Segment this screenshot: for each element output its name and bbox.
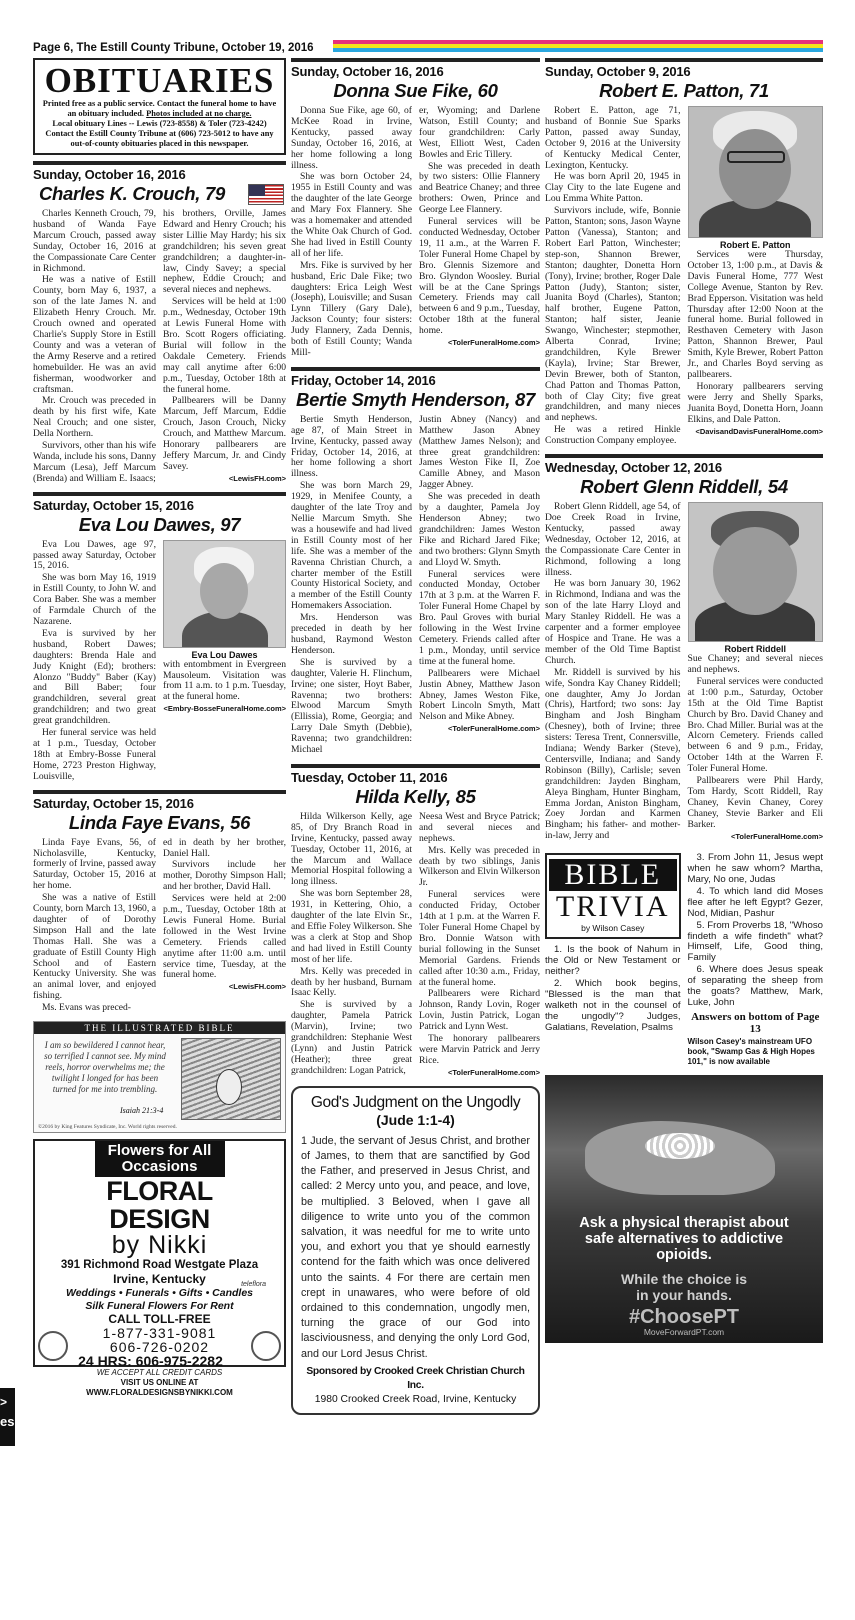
paragraph: He was a native of Estill County, born May 6, 1937, a son of the late James N. and Elizabeth Henry Crouch. Mr. Crouch owned and operated Charlie's Supply Store in Estill County and was a veteran of the Army Reserve and a retired homebuilder. He was an avid fisherman, woodworker and craftsman.: [33, 274, 156, 395]
florist-name1: FLORAL DESIGN: [106, 1176, 213, 1235]
florist-ad: [33, 1139, 286, 1398]
paragraph: with entombment in Evergreen Mausoleum. Visitation was from 11 a.m. to 1 p.m. Tuesday, at the funeral home.: [163, 658, 286, 703]
header-text: Page 6, The Estill County Tribune, October 19, 2016: [33, 42, 314, 54]
obit-date: Saturday, October 15, 2016: [33, 492, 286, 513]
obit-body-a: [33, 540, 156, 784]
trivia-title-bible: BIBLE: [549, 859, 677, 891]
paragraph: Pallbearers were Richard Johnson, Randy Lovin, Roger Lovin, Justin Patrick, Logan Patrick and Lynn West.: [419, 988, 540, 1033]
paragraph: She was born May 16, 1919 in Estill County, to John W. and Cora Baber. She was a member of Farmdale Church of the Nazarene.: [33, 572, 156, 627]
edge-arrow-icon: >: [0, 1395, 8, 1409]
paragraph: He was born January 30, 1962 in Richmond, Indiana and was the son of the late Harry Lloyd and Mary Stanley Riddell. He was a carpenter and a former employee of Hospice and Trane. He was a member of the Old Time Baptist Church.: [545, 578, 681, 666]
trivia-answers: Answers on bottom of Page 13: [691, 1010, 820, 1035]
pt-ad-url[interactable]: MoveForwardPT.com: [643, 1326, 725, 1337]
paragraph: Linda Faye Evans, 56, of Nicholasville, Kentucky, formerly of Irvine, passed away Saturday, October 15, 2016 at her home.: [33, 836, 156, 892]
paragraph: Bertie Smyth Henderson, age 87, of Main Street in Irvine, Kentucky, passed away Friday, October 14, 2016, at her home following a short illness.: [291, 413, 412, 480]
photo-caption: Eva Lou Dawes: [191, 649, 258, 660]
paragraph: She is survived by a daughter, Valerie H. Flinchum, Irvine; one sister, Hoyt Baber, Ravenna; two brothers: Elwood Marcum Smyth (Ellissia), Rome, Georgia; and Larry Dale Smyth (Debbie), Ravenna; two grandchildren: Michael: [291, 656, 412, 756]
illustrated-bible-ad: [33, 1021, 286, 1133]
obit-fike: [291, 58, 540, 360]
photo-caption: Robert E. Patton: [719, 240, 791, 250]
paragraph: Services were held at 2:00 p.m., Tuesday, October 18th at Lewis Funeral Home. Burial followed in the West Irvine Cemetery. Friends called anytime after 11:00 a.m. until service time, Tuesday, at the funeral home.: [163, 893, 286, 981]
obit-body-b: [419, 812, 540, 1078]
obit-body-b: [163, 209, 286, 486]
obit-patton: [545, 58, 823, 448]
paragraph: The honorary pallbearers were Marvin Patrick and Jerry Rice.: [419, 1033, 540, 1066]
obit-source: <TolerFuneralHome.com>: [731, 831, 823, 841]
pt-ad-message: Ask a physical therapist about safe alternatives to addictive opioids.: [579, 1214, 789, 1263]
paragraph: Mrs. Henderson was preceded in death by her husband, Raymond Weston Henderson.: [291, 612, 412, 656]
illustrated-bible-title: THE ILLUSTRATED BIBLE: [34, 1022, 285, 1034]
pt-ad-subtext: While the choice is in your hands.: [620, 1270, 748, 1303]
paragraph: Pallbearers will be Danny Marcum, Jeff Marcum, Eddie Crouch, Jason Crouch, Nicky Crouch, and Matthew Marcum. Honorary pallbearers are Jeffery Marcum, Jr. and Cindy Savey.: [163, 395, 286, 472]
paragraph: Funeral services were conducted Friday, October 14th at 1 p.m. at the Warren F. Toler Funeral Home Chapel by Bro. Donnie Watson with burial following in the Sunset Memorial Gardens. Friends called after 10:30 a.m., Friday, at the funeral home.: [419, 889, 540, 988]
florist-phone2: 606-726-0202: [109, 1339, 210, 1356]
obit-body-a: [545, 106, 681, 448]
obit-source: <Embry-BosseFuneralHome.com>: [163, 704, 286, 714]
pt-ad: [545, 1075, 823, 1343]
obit-body-a: [291, 106, 412, 360]
paragraph: Funeral services were conducted at 1:00 p.m., Saturday, October 15th at the Old Time Baptist Church by Bro. David Chaney and Bro. Chad Miller. Burial was at the Alcorn Cemetery. Friends called between 6 and 9 p.m., Friday, October 14th at the Warren F. Toler Funeral Home.: [687, 675, 823, 775]
paragraph: Mrs. Fike is survived by her husband, Eric Dale Fike; two daughters: Erica Leigh West (Joseph), Louisville; and Susan Lynn Tillery (Gary Dale), Jackson County; four sisters: Judy Flannery, Zada Dennis, both of Estill County; Wanda Mill-: [291, 259, 412, 358]
paragraph: She was born September 28, 1931, in Kettering, Ohio, a daughter of the late Elvin Sr., and Effie Foley Wilkerson. She was a clerk at Stop and Shop and had lived in Estill County most of her life.: [291, 888, 412, 965]
obituaries-info: Printed free as a public service. Contact the funeral home to have an obituary included. Photos included at no charge. Local obituary Lines -- Lewis (723-8558) & Toler (723-4242) Contact the Estill County Tribune at (606) 723-5012 to have any out-of-county obituaries placed in this newspaper.: [42, 99, 277, 148]
trivia-promo: Wilson Casey's mainstream UFO book, "Swamp Gas & High Hopes 101," is now available: [687, 1036, 815, 1066]
obit-date: Wednesday, October 12, 2016: [545, 454, 823, 475]
paragraph: Charles Kenneth Crouch, 79, husband of Wanda Faye Marcum Crouch, passed away Sunday, October 16, 2016 at the Compassionate Care Center in Richmond.: [33, 208, 156, 274]
obit-date: Tuesday, October 11, 2016: [291, 764, 540, 785]
portrait-photo: [688, 502, 824, 642]
obit-date: Sunday, October 9, 2016: [545, 58, 823, 79]
trivia-title-trivia: TRIVIA: [555, 890, 670, 924]
obit-name: Donna Sue Fike, 60: [333, 80, 498, 101]
obit-date: Sunday, October 16, 2016: [33, 161, 286, 182]
column-right: [545, 58, 823, 1573]
obit-date: Friday, October 14, 2016: [291, 367, 540, 388]
trivia-q4: 4. To which land did Moses flee after he left Egypt? Gezer, Nod, Midian, Pashur: [687, 885, 823, 919]
paragraph: Funeral services were conducted Monday, October 17th at 3 p.m. at the Warren F. Toler Funeral Home Chapel by Bro. Paul Groves with burial following in the West Irvine Cemetery. Friends called after 1 p.m., Monday, until service time at the funeral home.: [419, 568, 540, 667]
trivia-q3: 3. From John 11, Jesus wept when he saw whom? Martha, Mary, No one, Judas: [687, 852, 823, 885]
trivia-q2: 2. Which book begins, "Blessed is the man that walketh not in the counsel of the ungodly"? Judges, Galatians, Revelation, Psalms: [545, 977, 681, 1033]
scripture-ref: (Jude 1:1-4): [376, 1111, 455, 1128]
paragraph: Pallbearers were Phil Hardy, Tom Hardy, Scott Riddell, Ray Chaney, Kevin Chaney, Corey Chaney, Stevie Barker and Eli Barker.: [687, 775, 823, 830]
florist-addr1: 391 Richmond Road Westgate Plaza: [60, 1259, 259, 1272]
obit-source: <TolerFuneralHome.com>: [448, 338, 540, 348]
obituaries-box: [33, 58, 286, 155]
portrait-photo: [163, 540, 286, 648]
paragraph: She is survived by a daughter, Pamela Patrick (Marvin), Irvine; two grandchildren: Stephanie West (Lynn) and Justin Patrick (Heather); three great grandchildren: Logan Patrick,: [291, 999, 412, 1076]
paragraph: Survivors, other than his wife Wanda, include his sons, Danny Marcum (Lesa), Jeff Marcum (Brenda) and William E. Isaacs;: [33, 440, 156, 484]
paragraph: er, Wyoming; and Darlene Watson, Estill County; and four grandchildren: Carly West, Elliott West, Caden Bowles and Eric Tillery.: [419, 105, 540, 160]
paragraph: Robert E. Patton, age 71, husband of Bonnie Sue Sparks Patton, passed away Sunday, October 9, 2016 at the University of Kentucky Medical Center, Lexington, Kentucky.: [545, 105, 681, 171]
florist-rent: Silk Funeral Flowers For Rent: [85, 1300, 234, 1313]
us-flag-icon: [248, 184, 284, 205]
paragraph: He was a retired Hinkle Construction Company employee.: [545, 424, 681, 447]
column-left: [33, 58, 286, 1573]
obit-body-b: [419, 415, 540, 757]
obit-body-a: [33, 209, 156, 486]
column-middle: [291, 58, 540, 1573]
edge-tab: [0, 1388, 15, 1446]
florist-visit: VISIT US ONLINE AT: [120, 1378, 199, 1388]
obit-dawes: [33, 492, 286, 784]
bible-trivia: [545, 853, 823, 1067]
obit-source: <LewisFH.com>: [228, 473, 286, 483]
obit-name: Robert E. Patton, 71: [599, 80, 769, 101]
paragraph: Justin Abney (Nancy) and Matthew Jason Abney (Matthew James Nelson); and three great grandchildren: James Weston Fike II, Zoe Camille Abney, and Mason Jagger Abney.: [419, 413, 540, 491]
page-header: [33, 38, 823, 54]
florist-url[interactable]: WWW.FLORALDESIGNSBYNIKKI.COM: [86, 1388, 233, 1398]
paragraph: Honorary pallbearers serving were Jerry and Shelly Sparks, Juanita Boyd, Donetta Horn, Joann Elkins, and Dale Patton.: [687, 380, 823, 425]
obit-body-b: [419, 106, 540, 360]
paragraph: Her funeral service was held at 1 p.m., Tuesday, October 18th at Embry-Bosse Funeral Home, 2723 Preston Highway, Louisville,: [33, 727, 156, 782]
obit-body-a: [291, 415, 412, 757]
obit-date: Saturday, October 15, 2016: [33, 790, 286, 811]
obit-name: Hilda Kelly, 85: [355, 785, 476, 807]
obit-body-a: [33, 838, 156, 1016]
florist-phone1: 1-877-331-9081: [102, 1325, 217, 1342]
obit-kelly: [291, 764, 540, 1078]
paragraph: She was born October 24, 1955 in Estill County and was the daughter of the late George and Mary Fox Flannery. She was a homemaker and attended the White Oak Church of God. She had lived in Estill County all of her life.: [291, 171, 412, 259]
paragraph: Mrs. Kelly was preceded in death by two siblings, Janis Wilkerson and Elvin Wilkerson Jr.: [419, 844, 540, 889]
paragraph: ed in death by her brother, Daniel Hall.: [163, 836, 286, 859]
paragraph: Ms. Evans was preced-: [42, 1002, 131, 1014]
paragraph: his brothers, Orville, James Edward and Henry Crouch; his sister Lillie May Hardy; his six grandchildren; his seven great grandchildren; a daughter-in-law, Cindy Savey; a special nephew, Eddie Crouch; and several nieces and nephews.: [163, 208, 286, 296]
obit-evans: [33, 790, 286, 1016]
obit-body-b: [688, 106, 824, 448]
paragraph: Survivors include, wife, Bonnie Patton, Stanton; sons, Jason Wayne Patton (Vanessa), Stanton; and Robert Earl Patton, Winchester; step-son, Shannon Brewer, Stanton; daughter, Donetta Horn (Tony), Irvine; brother, Roger Dale Patton (Judy), Stanton; sister, Juanita Boyd (Charles), Stanton; half brother, Eugene Patton, Stanton; half sister, Jeanie Swango, Winchester; stepmother, Alberta Conrad, Irvine; grandchildren, Kyle Brewer (Kayla), Irvine; Star Brewer, Devin Brewer, both of Stanton, Chad Patton and Thomas Patton, both of Clay City; five great grandchildren, and many nieces and nephews.: [545, 205, 681, 424]
florist-addr2: Irvine, Kentucky: [113, 1272, 206, 1287]
florist-name2: by Nikki: [111, 1231, 208, 1260]
obituaries-title: OBITUARIES: [44, 61, 275, 100]
obit-crouch: [33, 161, 286, 486]
obit-source: <LewisFH.com>: [228, 982, 286, 992]
scripture-body: 1 Jude, the servant of Jesus Christ, and brother of James, to them that are sanctified by God the Father, and preserved in Jesus Christ, and called: 2 Mercy unto you, and peace, and love, be multiplied. 3 Beloved, when I gave all diligence to write unto you of the common salvation, it was needful for me to write unto you, and exhort you that ye should earnestly contend for the faith which was once delivered unto the saints. 4 For there are certain men crept in unawares, who were before of old ordained to this condemnation, ungodly men, turning the grace of our God into lasciviousness, and denying the only Lord God, and our Lord Jesus Christ.: [301, 1134, 530, 1360]
bible-quote: I am so bewildered I cannot hear, so terrified I cannot see. My mind reels, horror overwhelms me; the twilight I longed for has been turned for me into trembling.: [44, 1040, 166, 1095]
portrait-photo: [688, 106, 824, 238]
obit-source: <TolerFuneralHome.com>: [448, 1067, 540, 1077]
bible-ref: Isaiah 21:3-4: [120, 1106, 164, 1116]
trivia-q1: 1. Is the book of Nahum in the Old or New Testament or neither?: [545, 944, 681, 977]
bible-footer: ©2016 by King Features Syndicate, Inc. World rights reserved.: [38, 1124, 177, 1131]
trivia-q5: 5. From Proverbs 18, "Whoso findeth a wife findeth" what? Himself, Life, Good thing, Family: [687, 919, 823, 964]
paragraph: Eva Lou Dawes, age 97, passed away Saturday, October 15, 2016.: [33, 538, 156, 572]
paragraph: Eva is survived by her husband, Robert Dawes; daughters: Brenda Hale and Judy Knight (Ed); brothers: Alonzo "Buddy" Baber (Kay) and Bill Baber; four grandchildren, several great grandchildren; and two great great grandchildren.: [33, 627, 156, 727]
trivia-byline: by Wilson Casey: [581, 923, 645, 934]
scream-illustration: [181, 1038, 281, 1120]
paragraph: Robert Glenn Riddell, age 54, of Doe Creek Road in Irvine, Kentucky, passed away Wednesday, October 12, 2016, at the Compassionate Care Center in Richmond, following a long illness.: [545, 501, 681, 578]
obit-henderson: [291, 367, 540, 757]
paragraph: Pallbearers were Michael Justin Abney, Matthew Jason Abney, James Weston Fike, Robert Lincoln Smyth, Matt Nelson and Mike Abney.: [419, 667, 540, 723]
paragraph: Neesa West and Bryce Patrick; and several nieces and nephews.: [419, 810, 540, 844]
obit-source: <DavisandDavisFuneralHome.com>: [695, 426, 823, 436]
obit-name: Bertie Smyth Henderson, 87: [296, 388, 535, 410]
paragraph: She was preceded in death by two sisters: Ollie Flannery and Beatrice Chaney; and three brothers: Owen, Prince and George Lee Flannery.: [419, 160, 540, 216]
obit-body-a: [545, 502, 681, 843]
rose-decoration-icon: [38, 1331, 68, 1361]
scripture-title: God's Judgment on the Ungodly: [310, 1093, 521, 1111]
obit-body-b: [163, 540, 286, 784]
color-bar-cyan: [333, 48, 823, 52]
trivia-q6: 6. Where does Jesus speak of separating the sheep from the goats? Matthew, Mark, Luke, John: [687, 964, 823, 1008]
paragraph: Mr. Riddell is survived by his wife, Sondra Kay Chaney Riddell; one daughter, Amy Jo Jordan (Chris), Hartford; two sons: Jay Bingham and Josh Bingham (Chesney), both of Irvine; three sisters: Teresa Trent, Connersville, Indiana; Wendy Barker (Steve), Centersville, Indiana; and Sandy Robinson (Billy), Carlisle; seven grandchildren: Jayden Bingham, Aleya Bingham, Hunter Bingham, Emma Jordan, Aniston Bingham, Zoey Jordan and Karmen Bingham; his father- and mother-in-law, Jerry and: [545, 666, 681, 842]
paragraph: Hilda Wilkerson Kelly, age 85, of Dry Branch Road in Irvine, Kentucky, passed away Tuesday, October 11, 2016, at the Marcum and Wallace Memorial Hospital following a long illness.: [291, 810, 412, 888]
florist-hours: 24 HRS: 606-975-2282: [78, 1353, 223, 1370]
photo-caption: Robert Riddell: [724, 644, 786, 655]
paragraph: She was a native of Estill County, born March 13, 1960, a daughter of of Dorothy Simpson Hall and the late Thomas Hall. She was a graduate of Estill County High School and of Eastern Kentucky University. She was an animal lover, and enjoyed fishing.: [33, 892, 156, 1002]
rose-decoration-icon: [251, 1331, 281, 1361]
paragraph: She was born March 29, 1929, in Menifee County, a daughter of the late Troy and Nellie Marcum Smyth. She was a housewife and had lived in Estill County most of her life. She was a member of the Ravenna Christian Church, a charter member of the Estill County Historical Society, and a member of the Estill County Homemakers Association.: [291, 480, 412, 612]
paragraph: Survivors include her mother, Dorothy Simpson Hall; and her brother, David Hall.: [163, 859, 286, 893]
florist-cards: WE ACCEPT ALL CREDIT CARDS: [96, 1368, 223, 1378]
paragraph: Services will be held at 1:00 p.m., Wednesday, October 19th at Lewis Funeral Home with Bro. Scott Rogers officiating. Burial will follow in the Oakdale Cemetery. Friends may call anytime after 6:00 p.m., Tuesday, October 18th at the funeral home.: [163, 296, 286, 395]
florist-top: Flowers for All Occasions: [95, 1141, 225, 1177]
paragraph: Services were Thursday, October 13, 1:00 p.m., at Davis & Davis Funeral Home, 777 West College Avenue, Stanton by Rev. Brad Epperson. Visitation was held Thursday after 12:00 Noon at the funeral home. Burial followed in Resthaven Cemetery with Jason Patton, Shannon Brewer, Paul Smith, Kyle Brewer, Robert Patton Jr., and Charles Boyd serving as pallbearers.: [687, 249, 823, 380]
scripture-address: 1980 Crooked Creek Road, Irvine, Kentucky: [314, 1393, 517, 1405]
obit-body-a: [291, 812, 412, 1078]
obit-name: Linda Faye Evans, 56: [68, 811, 251, 833]
obit-body-b: [163, 838, 286, 1016]
obit-name: Robert Glenn Riddell, 54: [580, 476, 788, 498]
obit-name-row: [33, 183, 286, 205]
obit-source: <TolerFuneralHome.com>: [448, 724, 540, 734]
obit-name: Charles K. Crouch, 79: [39, 183, 225, 204]
obit-name: Eva Lou Dawes, 97: [78, 513, 241, 535]
teleflora-logo: teleflora: [241, 1281, 266, 1289]
obit-body-b: [688, 502, 824, 843]
paragraph: He was born April 20, 1945 in Clay City to the late Eugene and Lou Emma White Patton.: [545, 171, 681, 205]
pt-ad-hashtag: #ChoosePT: [628, 1305, 740, 1328]
paragraph: She was preceded in death by a daughter, Pamela Joy Henderson Abney; two grandchildren: James Weston Fike and Richard Jared Fike; and two brothers: Glynn Smyth and Lloyd W. Smyth.: [419, 491, 540, 568]
obit-date: Sunday, October 16, 2016: [291, 58, 540, 79]
scripture-box: [291, 1086, 540, 1415]
paragraph: Funeral services will be conducted Wednesday, October 19, 11 a.m., at the Warren F. Toler Funeral Home Chapel by Bro. Glennis Sizemore and Bro. Glyndon Woosley. Burial will be at the Cane Springs Cemetery. Friends may call between 6 and 9 p.m., Tuesday, October 18th at the funeral home.: [419, 216, 540, 337]
paragraph: Donna Sue Fike, age 60, of McKee Road in Irvine, Kentucky, passed away Sunday, October 16, 2016, at her home following a long illness.: [291, 105, 412, 171]
scripture-sponsor: Sponsored by Crooked Creek Christian Church Inc.: [306, 1365, 525, 1391]
paragraph: Sue Chaney; and several nieces and nephews.: [687, 653, 823, 675]
florist-call: CALL TOLL-FREE: [108, 1312, 211, 1327]
hand-pills-image: [585, 1121, 775, 1195]
trivia-logo: [545, 853, 681, 939]
florist-services: Weddings • Funerals • Gifts • Candles: [65, 1287, 254, 1300]
paragraph: Mrs. Kelly was preceded in death by her husband, Burnam Isaac Kelly.: [291, 965, 412, 999]
paragraph: Mr. Crouch was preceded in death by his first wife, Kate Neal Crouch; and one sister, Della Northern.: [33, 395, 156, 440]
edge-text: es: [0, 1414, 15, 1429]
obit-riddell: [545, 454, 823, 843]
